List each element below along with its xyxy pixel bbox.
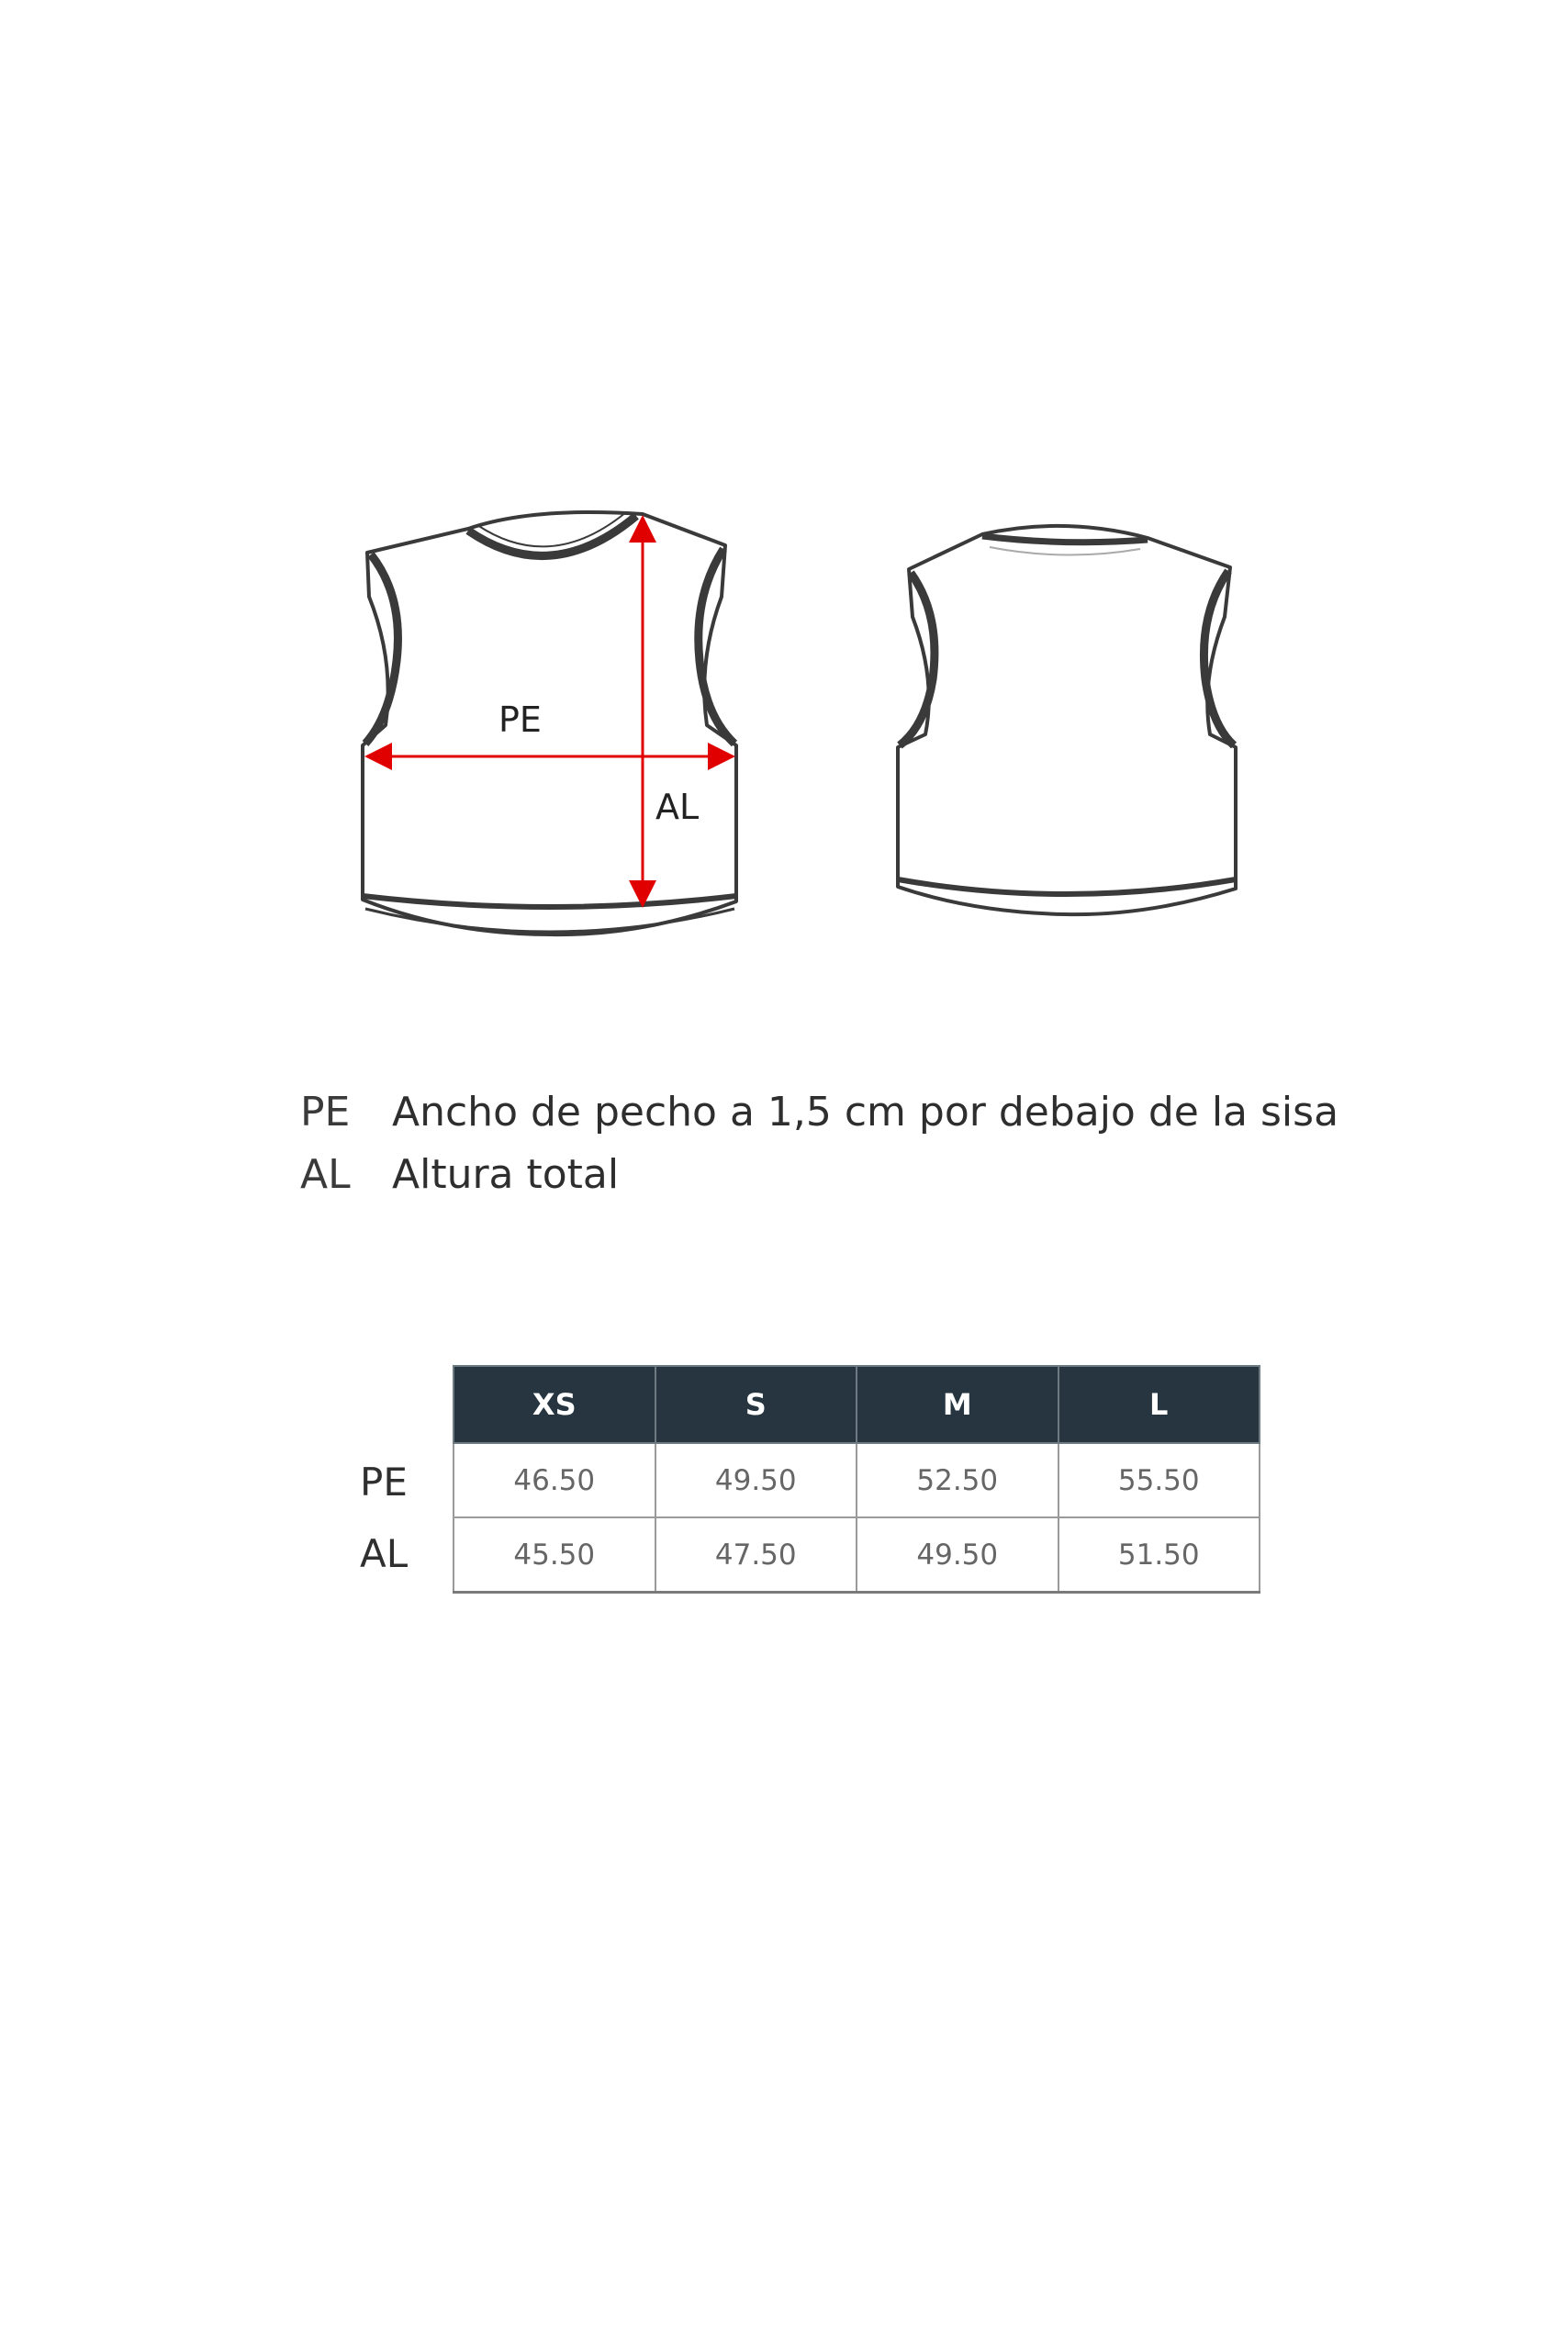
size-header: XS [454, 1366, 655, 1443]
front-body-outline [363, 512, 736, 934]
table-row [454, 1517, 1260, 1593]
back-body-outline [898, 526, 1236, 914]
row-label: AL [360, 1531, 409, 1576]
back-view [898, 526, 1236, 914]
legend-description: Altura total [392, 1151, 620, 1198]
table-cell: 51.50 [1058, 1517, 1260, 1593]
total-height-label: AL [655, 787, 700, 827]
table-cell: 55.50 [1058, 1443, 1260, 1517]
row-label: PE [360, 1460, 408, 1505]
table-cell: 49.50 [857, 1517, 1058, 1593]
back-neckline [982, 536, 1148, 543]
chest-width-label: PE [498, 699, 542, 740]
garment-diagram [0, 0, 1568, 1010]
front-view [363, 512, 736, 934]
back-hem [898, 879, 1236, 894]
size-table [453, 1365, 1260, 1594]
measurement-legend [300, 1081, 1338, 1206]
table-row-labels [360, 1447, 408, 1590]
size-header: L [1058, 1366, 1260, 1443]
table-header-row [454, 1366, 1260, 1443]
front-hem [363, 896, 736, 907]
table-cell: 46.50 [454, 1443, 655, 1517]
table-cell: 49.50 [655, 1443, 857, 1517]
table-cell: 45.50 [454, 1517, 655, 1593]
legend-code: AL [300, 1151, 351, 1198]
legend-description: Ancho de pecho a 1,5 cm por debajo de la sisa [392, 1089, 1339, 1136]
table-cell: 52.50 [857, 1443, 1058, 1517]
legend-row [300, 1081, 1338, 1144]
table-row [454, 1443, 1260, 1517]
size-header: S [655, 1366, 857, 1443]
table-cell: 47.50 [655, 1517, 857, 1593]
legend-row [300, 1144, 1338, 1206]
size-header: M [857, 1366, 1058, 1443]
legend-code: PE [300, 1089, 351, 1136]
